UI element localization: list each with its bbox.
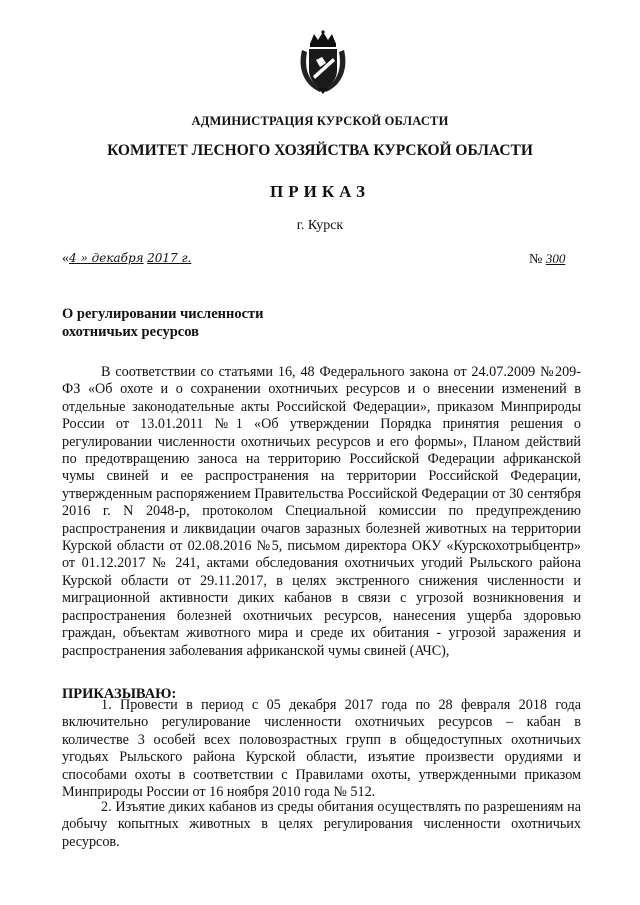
document-type-heading: ПРИКАЗ — [270, 182, 370, 201]
document-date — [62, 251, 191, 267]
coat-of-arms-icon — [296, 30, 350, 96]
title-line-1: О регулировании численности — [62, 306, 264, 322]
date-year: 2017 г. — [147, 251, 192, 265]
administration-heading: АДМИНИСТРАЦИЯ КУРСКОЙ ОБЛАСТИ — [191, 114, 449, 128]
city-label: г. Курск — [296, 218, 344, 233]
committee-heading: КОМИТЕТ ЛЕСНОГО ХОЗЯЙСТВА КУРСКОЙ ОБЛАСТИ — [107, 142, 533, 159]
date-quote: « — [62, 251, 69, 266]
document-title — [62, 305, 264, 341]
number-sign: № — [529, 252, 543, 267]
preamble-paragraph: В соответствии со статьями 16, 48 Федерального закона от 24.07.2009 №209-ФЗ «Об охоте и о сохранении охотничьих ресурсов и о внесении изменений в отдельные законодательные акты Российской Федерации», приказом Минприроды России от 13.01.2011 №1 «Об утверждении Порядка принятия решения о регулировании численности охотничьих ресурсов и его формы», Планом действий по предотвращению заноса на территорию Российской Федерации африканской чумы свиней и ее распространения на территории Российской Федерации, утвержденным распоряжением Правительства Российской Федерации от 30 сентября 2016 г. N 2048-р, протоколом Специальной комиссии по предупреждению распространения и ликвидации очагов заразных болезней животных на территории Курской области от 02.08.2016 №5, письмом директора ОКУ «Курскохотрыбцентр» от 01.12.2017 № 241, актами обследования охотничьих угодий Рыльского района Курской области от 29.11.2017, в целях экстренного снижения численности и миграционной активности диких кабанов в связи с угрозой возникновения и распространения болезней охотничьих ресурсов, нанесения ущерба здоровью граждан, объектам животного мира и среде их обитания - угрозой заражения и распространения заболевания африканской чумы свиней (АЧС), — [62, 364, 581, 659]
document-number — [529, 251, 565, 268]
order-heading: ПРИКАЗЫВАЮ: — [62, 686, 177, 702]
date-handwritten: 4 » декабря — [69, 251, 144, 265]
title-line-2: охотничьих ресурсов — [62, 324, 199, 340]
number-handwritten: 300 — [545, 251, 566, 266]
order-item-1: 1. Провести в период с 05 декабря 2017 года по 28 февраля 2018 года включительно регулирование численности охотничьих ресурсов – кабан в количестве 3 особей всех половозрастных групп в общедоступных охотничьих угодьях Рыльского района Курской области, изъятие произвести орудиями и способами охоты в соответствии с Правилами охоты, утвержденными приказом Минприроды России от 16 ноября 2010 года № 512. — [62, 697, 581, 801]
order-item-2: 2. Изъятие диких кабанов из среды обитания осуществлять по разрешениям на добычу копытных животных в целях регулирования численности охотничьих ресурсов. — [62, 799, 581, 850]
